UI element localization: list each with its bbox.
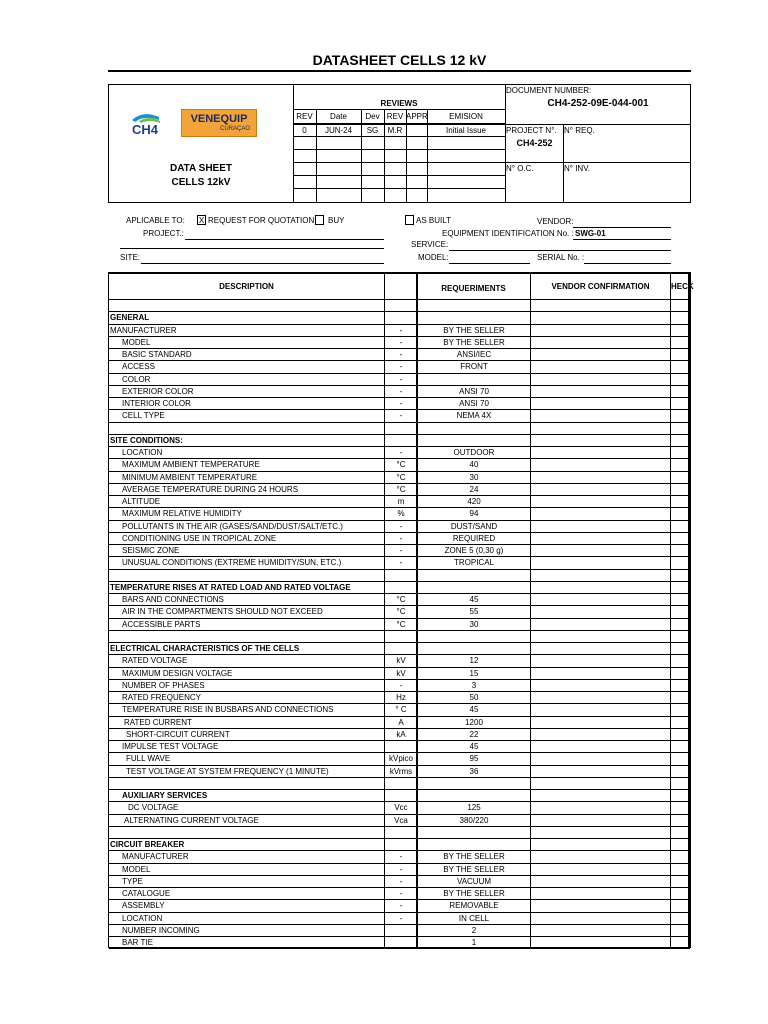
- spec-table: [108, 272, 694, 948]
- row-unit: Vca: [394, 815, 408, 825]
- table-row: [109, 766, 690, 778]
- row-description: SHORT-CIRCUIT CURRENT: [126, 729, 230, 739]
- rev-row-date: JUN-24: [324, 126, 353, 135]
- title-underline: [108, 70, 691, 72]
- section-row: [109, 790, 690, 802]
- row-requirement: 12: [469, 656, 479, 666]
- header-block: [108, 84, 691, 203]
- row-unit: °C: [396, 619, 406, 629]
- row-unit: kA: [396, 729, 406, 739]
- section-row: [109, 582, 690, 594]
- service-label: SERVICE:: [411, 240, 449, 249]
- table-row: [109, 410, 690, 422]
- rev-row-rev2: M.R: [387, 126, 403, 135]
- row-requirement: 1200: [465, 717, 483, 727]
- row-requirement: REQUIRED: [452, 533, 496, 543]
- row-description: IMPULSE TEST VOLTAGE: [122, 742, 219, 751]
- req-no-label: N° REQ.: [564, 126, 595, 135]
- row-description: MAXIMUM AMBIENT TEMPERATURE: [122, 460, 260, 470]
- document-title: DATASHEET CELLS 12 kV: [312, 52, 487, 68]
- table-row: [109, 802, 690, 814]
- row-description: FULL WAVE: [126, 754, 171, 764]
- table-row: [109, 717, 690, 729]
- row-requirement: 94: [469, 509, 479, 519]
- rev-col-rev2: REV: [386, 112, 404, 121]
- row-unit: -: [399, 864, 403, 874]
- table-row: [109, 729, 690, 741]
- row-description: UNUSUAL CONDITIONS (EXTREME HUMIDITY/SUN, ETC.): [122, 558, 342, 568]
- table-row: [109, 864, 690, 876]
- row-unit: m: [397, 497, 405, 506]
- ch4-logo-icon: [129, 111, 163, 137]
- row-description: LOCATION: [122, 448, 163, 457]
- table-row: [109, 900, 690, 912]
- project-no-label: PROJECT N°.: [506, 126, 557, 135]
- row-requirement: ANSI 70: [459, 399, 489, 408]
- row-description: COLOR: [122, 374, 151, 384]
- row-requirement: 3: [471, 680, 477, 690]
- row-unit: -: [399, 913, 403, 923]
- row-description: ASSEMBLY: [122, 901, 165, 911]
- serial-field[interactable]: [584, 263, 671, 264]
- row-requirement: 24: [469, 484, 479, 494]
- row-description: MODEL: [122, 864, 151, 874]
- ch4-logo-text: CH4: [132, 122, 159, 137]
- row-requirement: 50: [469, 693, 479, 702]
- row-requirement: 45: [469, 595, 479, 604]
- table-row: [109, 300, 690, 312]
- row-unit: -: [399, 680, 403, 690]
- rev-col-emision: EMISION: [449, 112, 483, 121]
- venequip-logo-text: VENEQUIP: [190, 113, 248, 125]
- row-requirement: ANSI/IEC: [456, 350, 492, 359]
- row-unit: -: [399, 558, 403, 568]
- row-description: CATALOGUE: [122, 889, 171, 898]
- row-description: EXTERIOR COLOR: [122, 386, 194, 396]
- row-description: GENERAL: [110, 313, 150, 323]
- inv-label: N° INV.: [564, 164, 591, 173]
- row-requirement: 1: [471, 938, 477, 947]
- row-requirement: 45: [469, 705, 479, 715]
- table-row: [109, 545, 690, 557]
- row-requirement: 55: [469, 607, 479, 617]
- table-row: [109, 570, 690, 582]
- row-unit: -: [399, 386, 403, 396]
- document-number: CH4-252-09E-044-001: [547, 98, 649, 109]
- rev-row-emision: Initial Issue: [445, 126, 487, 135]
- applicable-label: APLICABLE TO:: [126, 216, 185, 225]
- sheet-title: [131, 162, 271, 190]
- table-row: [109, 778, 690, 790]
- table-row: [109, 496, 690, 508]
- row-unit: °C: [396, 484, 406, 494]
- rev-col-date: Date: [330, 112, 347, 121]
- model-field[interactable]: [449, 263, 530, 264]
- as-built-checkbox[interactable]: [405, 215, 414, 225]
- row-unit: Vcc: [394, 803, 408, 813]
- row-description: CIRCUIT BREAKER: [110, 840, 185, 849]
- rev-col-appr: APPR: [406, 112, 428, 121]
- row-description: ACCESS: [122, 362, 155, 372]
- row-description: MAXIMUM DESIGN VOLTAGE: [122, 668, 233, 678]
- row-requirement: ZONE 5 (0,30 g): [444, 546, 504, 555]
- row-unit: A: [398, 717, 404, 727]
- table-row: [109, 484, 690, 496]
- equipment-id: SWG-01: [575, 229, 606, 238]
- section-row: [109, 839, 690, 851]
- row-unit: -: [399, 374, 403, 384]
- row-description: ELECTRICAL CHARACTERISTICS OF THE CELLS: [110, 644, 300, 653]
- row-unit: -: [399, 889, 403, 898]
- table-row: [109, 423, 690, 435]
- row-unit: °C: [396, 460, 406, 470]
- row-requirement: 40: [469, 460, 479, 470]
- row-unit: kV: [396, 656, 406, 666]
- row-requirement: REMOVABLE: [449, 901, 499, 911]
- row-unit: -: [399, 362, 403, 372]
- table-row: [109, 680, 690, 692]
- row-description: INTERIOR COLOR: [122, 399, 191, 408]
- row-requirement: 380/220: [459, 815, 489, 825]
- col-vendor-confirmation: VENDOR CONFIRMATION: [551, 282, 650, 291]
- row-unit: -: [399, 546, 403, 555]
- equipment-id-label: EQUIPMENT IDENTIFICATION No. :: [442, 229, 574, 238]
- buy-label: BUY: [328, 216, 345, 225]
- row-unit: ° C: [395, 705, 407, 715]
- row-description: ALTERNATING CURRENT VOLTAGE: [124, 815, 259, 825]
- row-description: ALTITUDE: [122, 497, 161, 506]
- rev-col-dev: Dev: [365, 112, 380, 121]
- row-unit: -: [399, 411, 403, 421]
- table-row: [109, 815, 690, 827]
- row-description: BARS AND CONNECTIONS: [122, 595, 224, 604]
- row-requirement: IN CELL: [458, 913, 490, 923]
- row-description: BASIC STANDARD: [122, 350, 192, 359]
- table-row: [109, 741, 690, 753]
- row-description: MODEL: [122, 337, 151, 347]
- row-requirement: BY THE SELLER: [443, 864, 505, 874]
- row-requirement: 22: [469, 729, 479, 739]
- row-requirement: 30: [469, 472, 479, 482]
- curacao-logo-text: CURAÇAO: [219, 126, 250, 132]
- table-row: [109, 925, 690, 937]
- row-description: TEMPERATURE RISES AT RATED LOAD AND RATED VOLTAGE: [110, 582, 351, 592]
- row-description: NUMBER INCOMING: [122, 925, 200, 935]
- table-row: [109, 472, 690, 484]
- table-row: [109, 606, 690, 618]
- table-row: [109, 631, 690, 643]
- table-row: [109, 851, 690, 863]
- table-row: [109, 753, 690, 765]
- row-description: AUXILIARY SERVICES: [122, 791, 208, 800]
- row-unit: kVrms: [389, 766, 413, 776]
- col-check: HECK: [671, 282, 694, 291]
- row-description: ACCESSIBLE PARTS: [122, 619, 201, 629]
- row-description: AIR IN THE COMPARTMENTS SHOULD NOT EXCEED: [122, 607, 323, 617]
- row-description: LOCATION: [122, 913, 163, 923]
- row-requirement: BY THE SELLER: [443, 325, 505, 335]
- row-requirement: FRONT: [460, 362, 488, 372]
- row-unit: -: [399, 901, 403, 911]
- oc-label: N° O.C.: [506, 164, 534, 173]
- row-unit: -: [399, 337, 403, 347]
- row-description: RATED CURRENT: [124, 717, 192, 727]
- table-row: [109, 521, 690, 533]
- row-unit: -: [399, 350, 403, 359]
- row-requirement: 30: [469, 619, 479, 629]
- table-row: [109, 386, 690, 398]
- row-requirement: 36: [469, 766, 479, 776]
- table-row: [109, 692, 690, 704]
- project-label: PROJECT.:: [143, 229, 184, 238]
- row-description: TYPE: [122, 876, 143, 886]
- row-unit: -: [399, 399, 403, 408]
- row-unit: -: [399, 448, 403, 457]
- table-row: [109, 325, 690, 337]
- project-no: CH4-252: [516, 138, 553, 148]
- table-row: [109, 349, 690, 361]
- col-requirements: REQUERIMENTS: [441, 284, 506, 293]
- rfq-checkbox[interactable]: X: [198, 216, 205, 225]
- rev-col-rev: REV: [296, 112, 313, 121]
- section-row: [109, 435, 690, 447]
- row-requirement: 2: [471, 925, 477, 935]
- row-requirement: BY THE SELLER: [443, 852, 505, 862]
- row-unit: -: [399, 521, 403, 531]
- table-row: [109, 508, 690, 520]
- table-row: [109, 361, 690, 373]
- venequip-logo: [181, 109, 257, 137]
- row-unit: %: [397, 509, 405, 519]
- serial-label: SERIAL No. :: [537, 253, 585, 262]
- col-description: DESCRIPTION: [219, 282, 274, 291]
- row-unit: Hz: [396, 693, 406, 702]
- section-row: [109, 643, 690, 655]
- row-description: SITE CONDITIONS:: [110, 435, 183, 445]
- project-field[interactable]: [185, 239, 384, 240]
- row-description: CONDITIONING USE IN TROPICAL ZONE: [122, 533, 277, 543]
- table-row: [109, 655, 690, 667]
- site-field[interactable]: [141, 263, 384, 264]
- table-row: [109, 337, 690, 349]
- row-description: TEST VOLTAGE AT SYSTEM FREQUENCY (1 MINUTE): [126, 766, 329, 776]
- table-row: [109, 704, 690, 716]
- row-unit: kV: [396, 668, 406, 678]
- row-requirement: TROPICAL: [453, 558, 494, 568]
- row-description: MAXIMUM RELATIVE HUMIDITY: [122, 509, 242, 519]
- site-label: SITE:: [120, 253, 141, 262]
- row-requirement: 420: [467, 497, 481, 506]
- row-description: AVERAGE TEMPERATURE DURING 24 HOURS: [122, 484, 299, 494]
- row-unit: °C: [396, 607, 406, 617]
- row-requirement: 125: [467, 803, 481, 813]
- row-unit: -: [399, 852, 403, 862]
- table-row: [109, 533, 690, 545]
- section-row: [109, 312, 690, 324]
- row-description: SEISMIC ZONE: [122, 546, 180, 555]
- row-requirement: OUTDOOR: [453, 448, 495, 457]
- table-row: [109, 619, 690, 631]
- buy-checkbox[interactable]: [315, 215, 324, 225]
- table-row: [109, 398, 690, 410]
- row-unit: °C: [396, 595, 406, 604]
- row-requirement: DUST/SAND: [450, 521, 498, 531]
- row-requirement: 45: [469, 742, 479, 751]
- sheet-title-line1: DATA SHEET: [169, 163, 233, 174]
- vendor-field[interactable]: [573, 227, 671, 228]
- row-unit: -: [399, 876, 403, 886]
- row-requirement: 95: [469, 754, 479, 764]
- row-description: MANUFACTURER: [122, 852, 189, 862]
- row-unit: -: [399, 533, 403, 543]
- table-row: [109, 876, 690, 888]
- row-requirement: BY THE SELLER: [443, 889, 505, 898]
- rfq-label: REQUEST FOR QUOTATION: [208, 216, 315, 225]
- document-number-label: DOCUMENT NUMBER:: [506, 86, 592, 95]
- model-label: MODEL:: [418, 253, 449, 262]
- row-requirement: ANSI 70: [459, 386, 489, 396]
- row-description: RATED FREQUENCY: [122, 693, 201, 702]
- table-row: [109, 374, 690, 386]
- table-row: [109, 668, 690, 680]
- rev-row-dev: SG: [366, 126, 379, 135]
- row-description: MINIMUM AMBIENT TEMPERATURE: [122, 472, 258, 482]
- table-row: [109, 913, 690, 925]
- table-row: [109, 557, 690, 569]
- vendor-label: VENDOR:: [537, 217, 574, 226]
- table-row: [109, 827, 690, 839]
- table-row: [109, 888, 690, 900]
- row-unit: °C: [396, 472, 406, 482]
- sheet-title-line2: CELLS 12kV: [171, 177, 231, 188]
- table-row: [109, 937, 690, 949]
- row-description: CELL TYPE: [122, 411, 165, 421]
- row-requirement: BY THE SELLER: [443, 337, 505, 347]
- row-description: BAR TIE: [122, 938, 153, 947]
- row-requirement: 15: [469, 668, 479, 678]
- table-row: [109, 594, 690, 606]
- row-unit: -: [399, 325, 403, 335]
- row-description: TEMPERATURE RISE IN BUSBARS AND CONNECTIONS: [122, 705, 334, 715]
- table-row: [109, 447, 690, 459]
- table-row: [109, 459, 690, 471]
- reviews-label: REVIEWS: [380, 99, 418, 108]
- row-unit: kVpico: [388, 754, 413, 764]
- service-field[interactable]: [449, 250, 671, 251]
- row-description: RATED VOLTAGE: [122, 656, 188, 666]
- row-description: NUMBER OF PHASES: [122, 680, 205, 690]
- as-built-label: AS BUILT: [416, 216, 451, 225]
- row-requirement: VACUUM: [456, 876, 492, 886]
- rev-row-rev: 0: [302, 126, 307, 135]
- row-description: MANUFACTURER: [110, 325, 177, 335]
- row-requirement: NEMA 4X: [456, 411, 492, 421]
- row-description: POLLUTANTS IN THE AIR (GASES/SAND/DUST/SALT/ETC.): [122, 521, 343, 531]
- row-description: DC VOLTAGE: [128, 803, 179, 813]
